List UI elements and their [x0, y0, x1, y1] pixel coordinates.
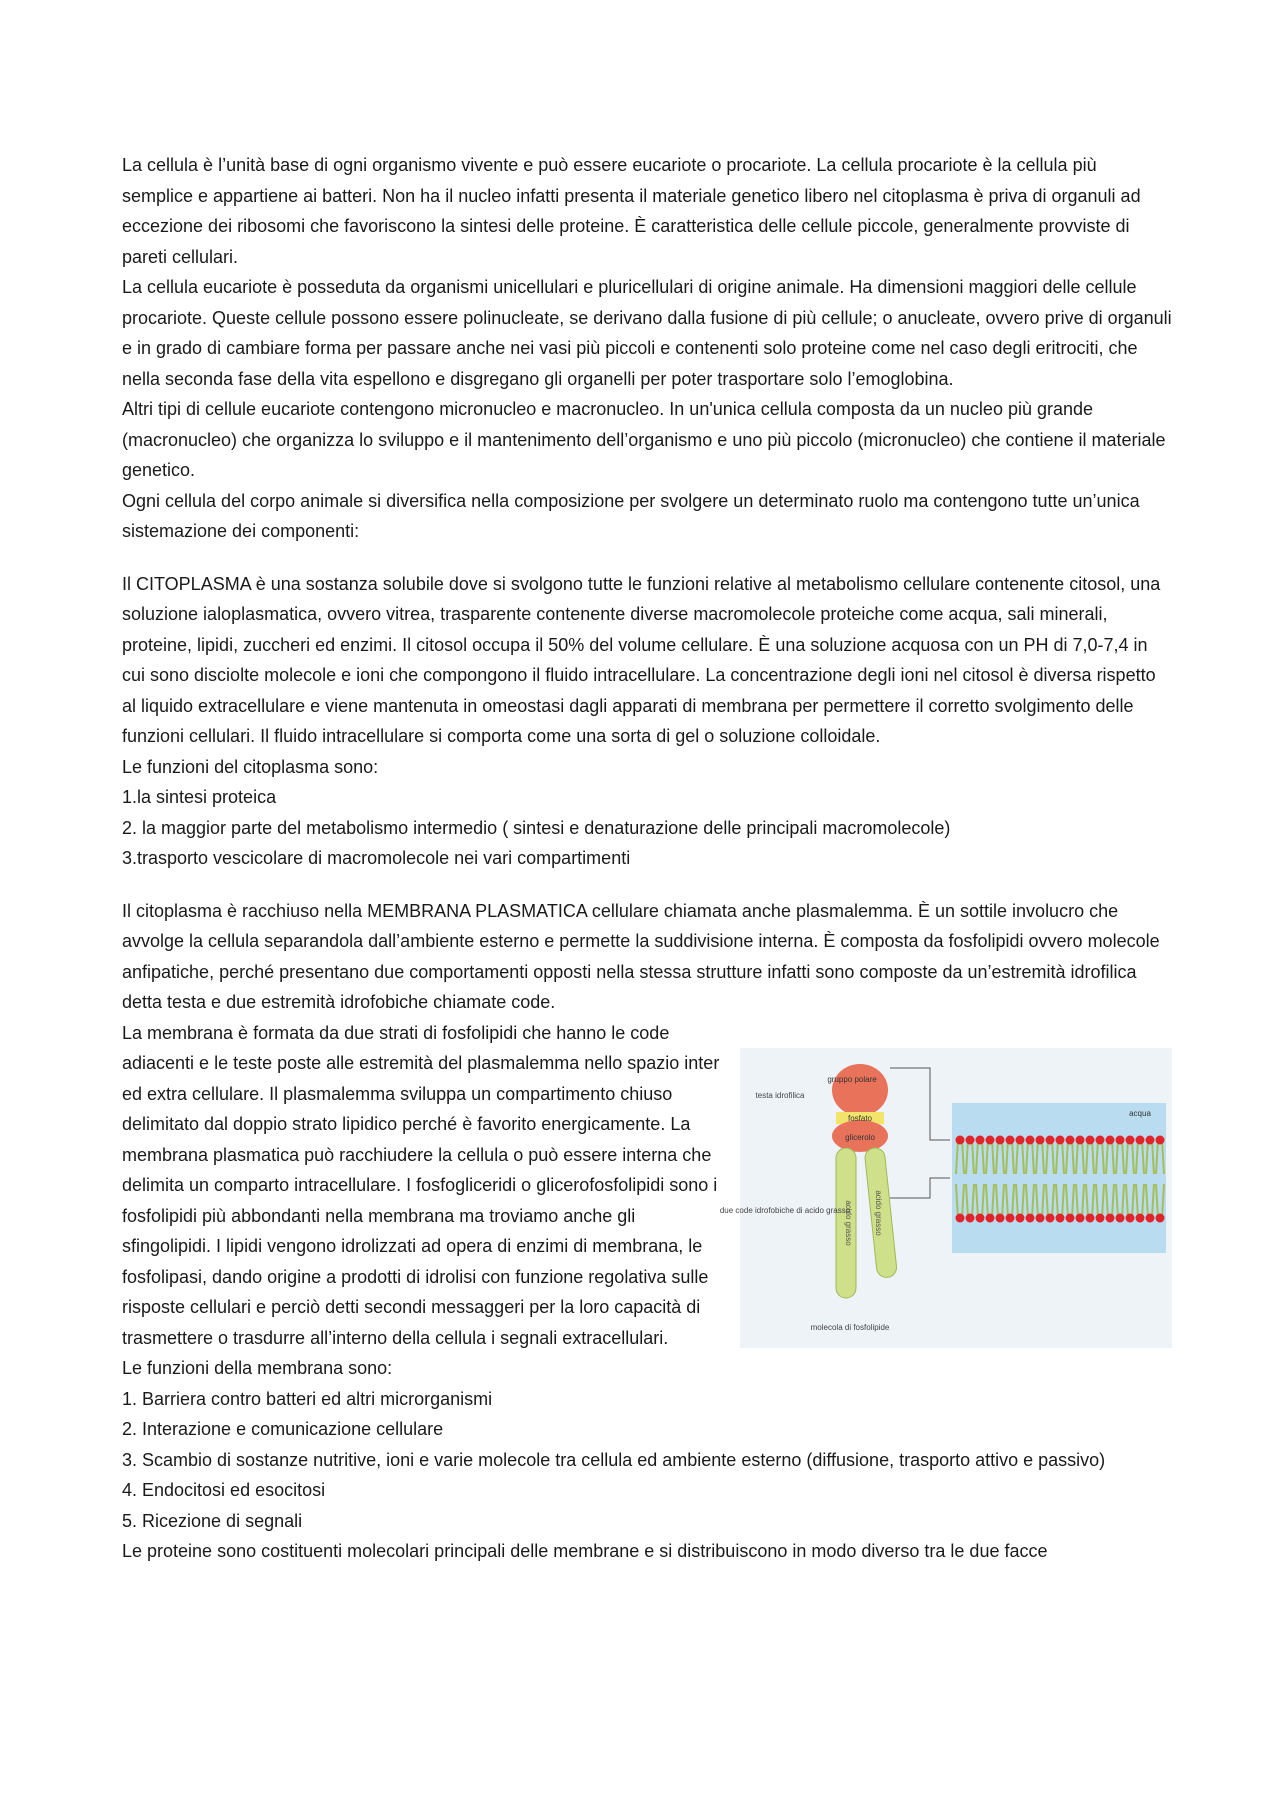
membrana-last-line: Le proteine sono costituenti molecolari principali delle membrane e si distribuiscono in modo diverso tra le due facce	[122, 1541, 1048, 1561]
lipid-head	[1106, 1213, 1115, 1222]
lipid-head	[1066, 1135, 1075, 1144]
membrana-function-item: 4. Endocitosi ed esocitosi	[122, 1480, 326, 1500]
spacer	[122, 874, 1172, 896]
lipid-head	[976, 1213, 985, 1222]
label-glycerol: glicerolo	[845, 1132, 875, 1142]
lipid-head	[1006, 1213, 1015, 1222]
lipid-head	[1026, 1213, 1035, 1222]
lipid-head	[1026, 1135, 1035, 1144]
polar-group-shape	[832, 1064, 888, 1116]
lipid-head	[956, 1135, 965, 1144]
figure-caption: molecola di fosfolipide	[810, 1322, 890, 1332]
document-page	[122, 150, 1172, 1567]
lipid-head	[1086, 1135, 1095, 1144]
intro-paragraph-1: La cellula è l’unità base di ogni organismo vivente e può essere eucariote o procariote. La cellula procariote è la cellula più semplice e appartiene ai batteri. Non ha il nucleo infatti presenta il materiale genetico libero nel citoplasma è priva di organuli ad eccezione dei ribosomi che favoriscono la sintesi delle proteine. È caratteristica delle cellule piccole, generalmente provviste di pareti cellulari.	[122, 155, 1141, 267]
citoplasma-paragraph: Il CITOPLASMA è una sostanza solubile dove si svolgono tutte le funzioni relative al metabolismo cellulare contenente citosol, una soluzione ialoplasmatica, ovvero vitrea, trasparente contenente diverse macromolecole proteiche come acqua, sali minerali, proteine, lipidi, zuccheri ed enzimi. Il citosol occupa il 50% del volume cellulare. È una soluzione acquosa con un PH di 7,0-7,4 in cui sono disciolte molecole e ioni che compongono il fluido intracellulare. La concentrazione degli ioni nel citosol è diversa rispetto al liquido extracellulare e viene mantenuta in omeostasi dagli apparati di membrana per permettere il corretto svolgimento delle funzioni cellulari. Il fluido intracellulare si comporta come una sorta di gel o soluzione colloidale.	[122, 573, 1161, 746]
lipid-head	[1006, 1135, 1015, 1144]
lipid-head	[1136, 1213, 1145, 1222]
lipid-head	[986, 1135, 995, 1144]
intro-paragraph-4: Ogni cellula del corpo animale si diversifica nella composizione per svolgere un determinato ruolo ma contengono tutte un’unica sistemazione dei componenti:	[122, 490, 1140, 541]
lipid-head	[966, 1213, 975, 1222]
membrana-wrapped-paragraph: La membrana è formata da due strati di fosfolipidi che hanno le code adiacenti e le teste poste alle estremità del plasmalemma nello spazio inter ed extra cellulare. Il plasmalemma sviluppa un compartimento chiuso delimitato dal doppio strato lipidico perché è favorito energicamente. La membrana plasmatica può racchiudere la cellula o può essere interna che delimita un comparto intracellulare. I fosfogliceridi o glicerofosfolipidi sono i fosfolipidi più abbondanti nella membrana ma troviamo anche gli sfingolipidi. I lipidi vengono idrolizzati ad opera di enzimi di membrana, le fosfolipasi, dando origine a prodotti di idrolisi con funzione regolativa sulle risposte cellulari e perciò detti secondi messaggeri per la loro capacità di trasmettere o trasdurre all’interno della cellula i segnali extracellulari.	[122, 1022, 720, 1348]
lipid-head	[1076, 1135, 1085, 1144]
lipid-head	[1016, 1213, 1025, 1222]
lipid-head	[966, 1135, 975, 1144]
lipid-head	[1126, 1213, 1135, 1222]
lipid-head	[1076, 1213, 1085, 1222]
lipid-head	[1086, 1213, 1095, 1222]
label-hydrophobic-tails: due code idrofobiche di acido grasso	[719, 1205, 851, 1215]
lipid-head	[1056, 1135, 1065, 1144]
lipid-head	[1116, 1213, 1125, 1222]
phospholipid-figure	[719, 1048, 1172, 1348]
lipid-head	[1126, 1135, 1135, 1144]
lipid-head	[996, 1135, 1005, 1144]
lipid-head	[1146, 1213, 1155, 1222]
water-panel	[952, 1103, 1166, 1253]
lipid-head	[976, 1135, 985, 1144]
membrana-function-item: 5. Ricezione di segnali	[122, 1510, 303, 1531]
lipid-head	[1156, 1135, 1165, 1144]
intro-paragraph-2: La cellula eucariote è posseduta da organismi unicellulari e pluricellulari di origine animale. Ha dimensioni maggiori delle cellule procariote. Queste cellule possono essere polinucleate, se derivano dalla fusione di più cellule; o anucleate, ovvero prive di organuli e in grado di cambiare forma per passare anche nei vasi più piccoli e contenenti solo proteine come nel caso degli eritrociti, che nella seconda fase della vita espellono e disgregano gli organelli per poter trasportare solo l’emoglobina.	[122, 277, 1172, 389]
citoplasma-functions-title: Le funzioni del citoplasma sono:	[122, 756, 379, 777]
lipid-head	[1096, 1135, 1105, 1144]
lipid-head	[1046, 1213, 1055, 1222]
lipid-head	[1056, 1213, 1065, 1222]
citoplasma-function-item: 2. la maggior parte del metabolismo intermedio ( sintesi e denaturazione delle principali macromolecole)	[122, 817, 951, 838]
label-fatty-acid: acido grasso	[874, 1189, 883, 1236]
lipid-head	[1096, 1213, 1105, 1222]
intro-paragraph-3: Altri tipi di cellule eucariote contengono micronucleo e macronucleo. In un'unica cellula composta da un nucleo più grande (macronucleo) che organizza lo sviluppo e il mantenimento dell’organismo e uno più piccolo (micronucleo) che contiene il materiale genetico.	[122, 399, 1166, 480]
lipid-head	[1116, 1135, 1125, 1144]
membrana-functions-title: Le funzioni della membrana sono:	[122, 1358, 393, 1378]
label-water: acqua	[1129, 1108, 1151, 1118]
label-polar-group: gruppo polare	[827, 1074, 877, 1084]
label-phosphate: fosfato	[847, 1113, 873, 1123]
lipid-head	[1036, 1213, 1045, 1222]
lipid-head	[1156, 1213, 1165, 1222]
label-fatty-acid: acido grasso	[844, 1199, 853, 1246]
lipid-head	[1106, 1135, 1115, 1144]
citoplasma-function-item: 1.la sintesi proteica	[122, 787, 277, 807]
lipid-head	[1136, 1135, 1145, 1144]
lipid-head	[996, 1213, 1005, 1222]
citoplasma-function-item: 3.trasporto vescicolare di macromolecole nei vari compartimenti	[122, 848, 631, 868]
label-hydrophilic-head: testa idrofilica	[755, 1090, 805, 1100]
lipid-head	[1046, 1135, 1055, 1144]
membrana-function-item: 2. Interazione e comunicazione cellulare	[122, 1419, 444, 1439]
spacer	[122, 547, 1172, 569]
membrane-section	[122, 1018, 1172, 1354]
lipid-head	[1146, 1135, 1155, 1144]
lipid-head	[1036, 1135, 1045, 1144]
lipid-head	[956, 1213, 965, 1222]
phospholipid-diagram	[719, 1048, 1172, 1348]
membrana-function-item: 3. Scambio di sostanze nutritive, ioni e varie molecole tra cellula ed ambiente esterno (diffusione, trasporto attivo e passivo)	[122, 1449, 1106, 1470]
membrana-intro-paragraph: Il citoplasma è racchiuso nella MEMBRANA PLASMATICA cellulare chiamata anche plasmalemma. È un sottile involucro che avvolge la cellula separandola dall’ambiente esterno e permette la suddivisione interna. È composta da fosfolipidi ovvero molecole anfipatiche, perché presentano due comportamenti opposti nella stessa strutture infatti sono composte da un’estremità idrofilica detta testa e due estremità idrofobiche chiamate code.	[122, 900, 1160, 1012]
lipid-head	[1016, 1135, 1025, 1144]
lipid-head	[986, 1213, 995, 1222]
membrana-function-item: 1. Barriera contro batteri ed altri microrganismi	[122, 1388, 493, 1409]
lipid-head	[1066, 1213, 1075, 1222]
